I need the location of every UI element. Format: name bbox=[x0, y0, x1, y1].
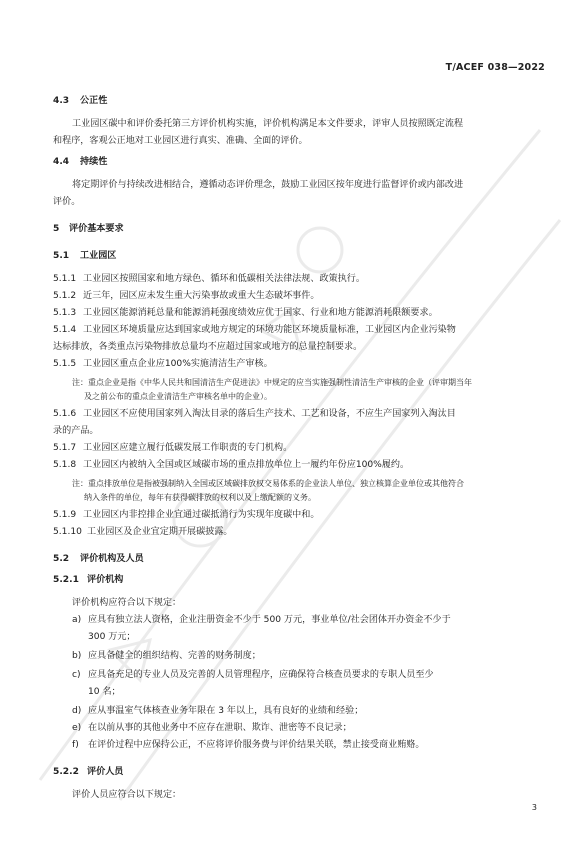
list-text: 应从事温室气体核查业务年限在 3 年以上，具有良好的业绩和经验； bbox=[88, 706, 364, 716]
section-number: 5.2 bbox=[53, 554, 70, 564]
list-item-b bbox=[53, 650, 527, 663]
section-number: 4.4 bbox=[53, 157, 70, 167]
clause-number: 5.1.4 bbox=[53, 325, 77, 335]
clause-5-1-4 bbox=[53, 324, 527, 337]
note-1-line-2: 及之前公布的重点企业清洁生产审核名单中的企业）。 bbox=[84, 391, 272, 401]
paragraph: 评价人员应符合以下规定： bbox=[72, 790, 182, 800]
paragraph-cont: 评价。 bbox=[53, 197, 81, 207]
paragraph: 评价机构应符合以下规定： bbox=[72, 598, 182, 608]
note-1-line-1: 注：重点企业是指《中华人民共和国清洁生产促进法》中规定的应当实施强制性清洁生产审核的企业（评审期当年 bbox=[72, 378, 472, 387]
section-title: 评价基本要求 bbox=[69, 224, 124, 234]
clause-number: 5.1.3 bbox=[53, 308, 77, 318]
list-item-e bbox=[53, 722, 527, 735]
list-item-d bbox=[53, 705, 527, 718]
list-text: 应具有独立法人资格，企业注册资金不少于 500 万元，事业单位/社会团体开办资金不少于 bbox=[88, 615, 451, 625]
clause-number: 5.1.5 bbox=[53, 359, 77, 369]
clause-text: 工业园区不应使用国家列入淘汰目录的落后生产技术、工艺和设备，不应生产国家列入淘汰目 bbox=[83, 409, 456, 419]
note-2-line-2: 纳入条件的单位，每年有获得碳排放的权利以及上缴配额的义务。 bbox=[84, 492, 316, 502]
note-2-line-1: 注：重点排放单位是指被强制纳入全国或区域碳排放权交易体系的企业法人单位、独立核算企业单位或其他符合 bbox=[72, 479, 464, 488]
list-text: 应具备充足的专业人员及完善的人员管理程序，应确保符合核查员要求的专职人员至少 bbox=[88, 670, 434, 680]
clause-5-1-6-cont: 录的产品。 bbox=[53, 426, 99, 436]
clause-text: 工业园区应建立履行低碳发展工作职责的专门机构。 bbox=[83, 443, 293, 453]
list-item-f bbox=[53, 739, 527, 752]
section-number: 4.3 bbox=[53, 96, 70, 106]
list-marker: b) bbox=[72, 651, 82, 661]
clause-number: 5.1.6 bbox=[53, 409, 77, 419]
list-item-c-cont: 10 名； bbox=[88, 687, 121, 697]
clause-number: 5.1.10 bbox=[53, 527, 82, 537]
clause-5-1-10 bbox=[53, 526, 527, 539]
clause-number: 5.1.8 bbox=[53, 460, 77, 470]
clause-text: 工业园区内非控排企业宜通过碳抵消行为实现年度碳中和。 bbox=[83, 510, 320, 520]
standard-code: T/ACEF 038—2022 bbox=[445, 62, 545, 73]
section-5-1-heading bbox=[53, 250, 527, 263]
section-5-heading bbox=[53, 223, 527, 236]
section-5-2-1-heading bbox=[53, 574, 527, 587]
clause-5-1-3 bbox=[53, 307, 527, 320]
section-title: 工业园区 bbox=[80, 251, 117, 261]
list-marker: f) bbox=[72, 740, 79, 750]
list-item-c bbox=[53, 669, 527, 682]
list-text: 在评价过程中应保持公正，不应将评价服务费与评价结果关联，禁止接受商业贿赂。 bbox=[88, 740, 425, 750]
clause-number: 5.1.7 bbox=[53, 443, 77, 453]
list-text: 应具备健全的组织结构、完善的财务制度； bbox=[88, 651, 261, 661]
section-title: 评价机构及人员 bbox=[80, 554, 144, 564]
clause-5-1-4-cont: 达标排放，各类重点污染物排放总量均不应超过国家或地方的总量控制要求。 bbox=[53, 342, 363, 352]
list-marker: a) bbox=[72, 615, 82, 625]
clause-text: 工业园区重点企业应100%实施清洁生产审核。 bbox=[83, 359, 273, 369]
section-number: 5.1 bbox=[53, 251, 70, 261]
paragraph: 将定期评价与持续改进相结合，遵循动态评价理念，鼓励工业园区按年度进行监督评价或内部改进 bbox=[72, 180, 464, 190]
section-title: 持续性 bbox=[80, 157, 108, 167]
clause-text: 工业园区内被纳入全国或区域碳市场的重点排放单位上一履约年份应100%履约。 bbox=[83, 460, 410, 470]
section-number: 5.2.1 bbox=[53, 575, 79, 585]
clause-5-1-8 bbox=[53, 459, 527, 472]
list-marker: c) bbox=[72, 670, 81, 680]
page-number: 3 bbox=[531, 803, 537, 812]
section-title: 公正性 bbox=[80, 96, 108, 106]
section-4-3-heading bbox=[53, 95, 527, 108]
clause-number: 5.1.9 bbox=[53, 510, 77, 520]
section-title: 评价机构 bbox=[87, 575, 124, 585]
clause-5-1-6 bbox=[53, 408, 527, 421]
paragraph-cont: 和程序，客观公正地对工业园区进行真实、准确、全面的评价。 bbox=[53, 136, 308, 146]
clause-5-1-9 bbox=[53, 509, 527, 522]
clause-5-1-1 bbox=[53, 273, 527, 286]
list-item-a bbox=[53, 614, 527, 627]
clause-number: 5.1.1 bbox=[53, 274, 77, 284]
list-item-a-cont: 300 万元； bbox=[88, 632, 136, 642]
section-4-4-heading bbox=[53, 156, 527, 169]
clause-5-1-2 bbox=[53, 290, 527, 303]
clause-text: 工业园区及企业宜定期开展碳披露。 bbox=[87, 527, 233, 537]
section-number: 5.2.2 bbox=[53, 767, 79, 777]
paragraph: 工业园区碳中和评价委托第三方评价机构实施，评价机构满足本文件要求，评审人员按照既定流程 bbox=[72, 119, 464, 129]
section-title: 评价人员 bbox=[87, 767, 124, 777]
clause-number: 5.1.2 bbox=[53, 291, 77, 301]
clause-text: 工业园区能源消耗总量和能源消耗强度绩效应优于国家、行业和地方能源消耗限额要求。 bbox=[83, 308, 438, 318]
clause-5-1-7 bbox=[53, 442, 527, 455]
list-marker: e) bbox=[72, 723, 82, 733]
clause-text: 近三年，园区应未发生重大污染事故或重大生态破坏事件。 bbox=[83, 291, 320, 301]
clause-5-1-5 bbox=[53, 358, 527, 371]
clause-text: 工业园区按照国家和地方绿色、循环和低碳相关法律法规、政策执行。 bbox=[83, 274, 365, 284]
list-text: 在以前从事的其他业务中不应存在泄职、欺诈、泄密等不良记录； bbox=[88, 723, 352, 733]
list-marker: d) bbox=[72, 706, 82, 716]
section-5-2-heading bbox=[53, 553, 527, 566]
section-number: 5 bbox=[53, 224, 60, 234]
clause-text: 工业园区环境质量应达到国家或地方规定的环境功能区环境质量标准，工业园区内企业污染物 bbox=[83, 325, 456, 335]
section-5-2-2-heading bbox=[53, 766, 527, 779]
document-body bbox=[53, 95, 527, 802]
